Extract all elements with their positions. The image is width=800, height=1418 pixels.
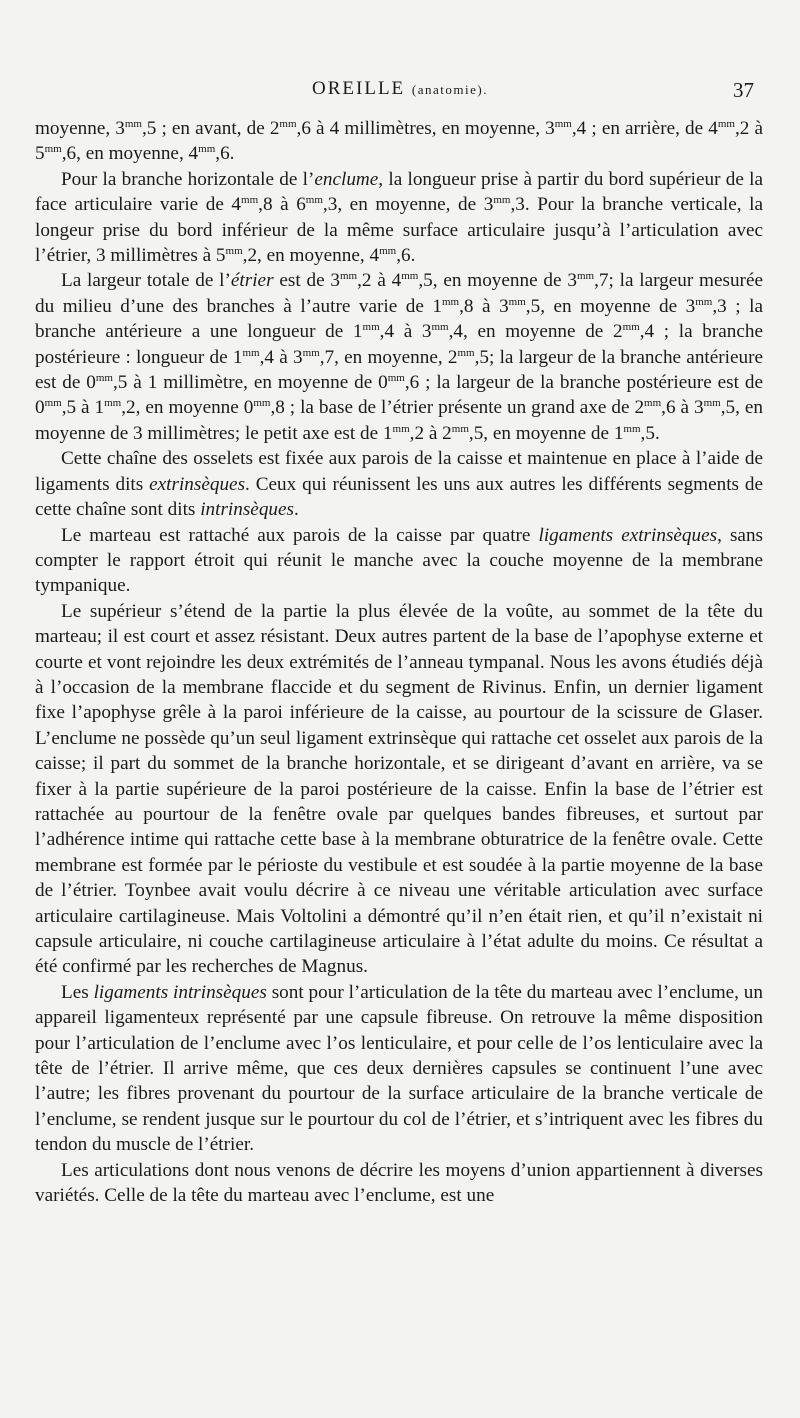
text-run: Les articulations dont nous venons de décrire les moyens d’union appartiennent à diverses variétés. Celle de la tête du marteau avec l’enclume, est une xyxy=(35,1159,763,1207)
text-run: ,5. xyxy=(640,422,660,444)
text-run: Cette chaîne des osselets est fixée aux parois de la caisse et maintenue en place à l’aide de ligaments dits xyxy=(35,448,763,495)
text-run: ,5 à 1 xyxy=(61,397,105,419)
text-run: ,4 ; en arrière, de 4 xyxy=(571,118,718,139)
unit-superscript: mm xyxy=(695,295,713,308)
text-run: ,3. Pour la branche verticale, la longeur prise du bord inférieur de la même surface articulaire jusqu’à l’articulation avec l’étrier, 3 millimètres à 5 xyxy=(35,194,763,267)
unit-superscript: mm xyxy=(431,321,449,334)
text-run: ,8 à 6 xyxy=(258,194,306,216)
body-text xyxy=(35,116,763,1208)
running-title xyxy=(0,78,800,100)
text-run: ,2 à 4 xyxy=(357,270,402,292)
unit-superscript: mm xyxy=(392,422,410,435)
unit-superscript: mm xyxy=(302,346,320,359)
text-run: ,5, en moyenne de 3 xyxy=(418,270,577,292)
text-run: ,2 à 5 xyxy=(35,118,763,165)
unit-superscript: mm xyxy=(387,372,405,385)
page-number: 37 xyxy=(733,78,754,102)
unit-superscript: mm xyxy=(305,194,323,207)
italic-term: ligaments intrinsèques xyxy=(93,981,267,1003)
unit-superscript: mm xyxy=(253,397,271,410)
text-run: Les xyxy=(61,981,94,1003)
paragraph xyxy=(35,1158,763,1209)
unit-superscript: mm xyxy=(241,194,259,207)
unit-superscript: mm xyxy=(379,245,397,258)
text-run: ,6. xyxy=(396,245,416,267)
unit-superscript: mm xyxy=(451,422,469,435)
text-run: , la longueur prise à partir du bord supérieur de la face articulaire varie de 4 xyxy=(35,168,764,216)
text-run: ,6 à 4 millimètres, en moyenne, 3 xyxy=(296,118,555,139)
unit-superscript: mm xyxy=(717,118,735,130)
paragraph xyxy=(35,599,763,980)
paragraph xyxy=(35,980,763,1158)
text-run: ,2, en moyenne 0 xyxy=(121,397,254,419)
text-run: ,6, en moyenne, 4 xyxy=(61,143,199,165)
italic-term: extrinsèques xyxy=(149,473,246,495)
text-run: sont pour l’articulation de la tête du marteau avec l’enclume, un appareil ligamenteux représenté par une capsule fibreuse. On retrouve la même disposition pour l’articulation de l’enclume avec l’os lenticulaire, et pour celle de l’os lenticulaire avec la tête de l’étrier. Il arrive même, que ces deux dernières capsules se continuent l’une avec l’autre; les fibres provenant du pourtour de la surface articulaire de la branche verticale de l’enclume, se rendent jusque sur le pourtour du col de l’étrier, et s’intriquent avec les fibres du tendon du muscle de l’étrier. xyxy=(35,981,763,1156)
unit-superscript: mm xyxy=(493,194,511,207)
text-run: ,3, en moyenne, de 3 xyxy=(322,194,494,216)
unit-superscript: mm xyxy=(44,397,62,410)
unit-superscript: mm xyxy=(576,270,595,283)
unit-superscript: mm xyxy=(242,346,260,359)
text-run: ,5 à 1 millimètre, en moyenne de 0 xyxy=(112,372,388,394)
text-run: ,6 ; la largeur de la branche postérieure est de 0 xyxy=(35,372,763,419)
unit-superscript: mm xyxy=(508,295,526,308)
text-run: ,4 ; la branche postérieure : longueur de 1 xyxy=(35,321,763,368)
text-run: ,4 à 3 xyxy=(379,321,432,343)
paragraph xyxy=(35,116,763,167)
text-run: Le marteau est rattaché aux parois de la caisse par quatre xyxy=(61,524,539,546)
running-title-subtitle: (anatomie). xyxy=(411,82,488,97)
paragraph xyxy=(35,167,763,269)
text-run: ,6. xyxy=(215,143,235,165)
italic-term: ligaments extrinsèques xyxy=(538,524,718,546)
running-header xyxy=(0,78,800,110)
text-run: ,6 à 3 xyxy=(661,397,704,419)
unit-superscript: mm xyxy=(279,118,297,130)
text-run: ,5, en moyenne de 3 xyxy=(525,295,696,317)
paragraph xyxy=(35,446,763,522)
text-run: La largeur totale de l’ xyxy=(61,270,231,292)
text-run: . xyxy=(294,499,299,521)
running-title-main: OREILLE xyxy=(312,78,406,99)
text-run: moyenne, 3 xyxy=(35,118,125,139)
unit-superscript: mm xyxy=(225,245,243,258)
unit-superscript: mm xyxy=(442,295,460,308)
unit-superscript: mm xyxy=(623,422,641,435)
text-run: ,8 ; la base de l’étrier présente un grand axe de 2 xyxy=(270,397,645,419)
italic-term: enclume xyxy=(314,168,379,190)
text-run: ,5; la largeur de la branche antérieure est de 0 xyxy=(35,346,763,394)
text-run: Pour la branche horizontale de l’ xyxy=(61,168,315,190)
text-run: ,5 ; en avant, de 2 xyxy=(141,118,280,139)
text-run: ,4, en moyenne de 2 xyxy=(448,321,623,343)
text-run: est de 3 xyxy=(273,270,340,292)
unit-superscript: mm xyxy=(622,321,640,334)
unit-superscript: mm xyxy=(198,143,216,156)
paragraph xyxy=(35,523,763,599)
text-run: ,5, en moyenne de 1 xyxy=(468,422,624,444)
text-run: Le supérieur s’étend de la partie la plus élevée de la voûte, au sommet de la tête du marteau; il est court et assez résistant. Deux autres partent de la base de l’apophyse externe et courte et vont rejoindre les deux extrémités de l’anneau tympanal. Nous les avons étudiés déjà à l’occasion de la membrane flaccide et du segment de Rivinus. Enfin, un dernier ligament fixe l’apophyse grêle à la paroi inférieure de la caisse, au pourtour de la scissure de Glaser. L’enclume ne possède qu’un seul ligament extrinsèque qui rattache cet osselet aux parois de la caisse; il part du sommet de la branche horizontale, et se dirigeant d’avant en arrière, va se fixer à la partie supérieure de la paroi postérieure de la caisse. Enfin la base de l’étrier est rattachée au pourtour de la fenêtre ovale par quelques bandes fibreuses, et surtout par l’adhérence intime qui rattache cette base à la membrane obturatrice de la fenêtre ovale. Cette membrane est formée par le périoste du vestibule et est soudée à la partie moyenne de la base de l’étrier. Toynbee avait voulu décrire à ce niveau une véritable articulation avec surface articulaire cartilagineuse. Mais Voltolini a démontré qu’il n’en était rien, et qu’il n’existait ni capsule articulaire, ni couche cartilagineuse articulaire à l’état adulte du moins. Ce résultat a été confirmé par les recherches de Magnus. xyxy=(35,600,763,978)
text-run: , sans compter le rapport étroit qui réunit le manche avec la couche moyenne de la membrane tympanique. xyxy=(35,524,764,597)
text-run: ,4 à 3 xyxy=(259,346,303,368)
unit-superscript: mm xyxy=(44,143,62,156)
unit-superscript: mm xyxy=(457,346,475,359)
text-run: ,2, en moyenne, 4 xyxy=(242,245,380,267)
text-run: ,5, en moyenne de 3 millimètres; le petit axe est de 1 xyxy=(35,397,763,444)
paragraph xyxy=(35,268,763,446)
unit-superscript: mm xyxy=(362,321,380,334)
text-run: ,2 à 2 xyxy=(409,422,452,444)
unit-superscript: mm xyxy=(124,118,142,130)
unit-superscript: mm xyxy=(95,372,113,385)
italic-term: intrinsèques xyxy=(200,499,294,521)
unit-superscript: mm xyxy=(554,118,572,130)
italic-term: étrier xyxy=(230,270,274,292)
unit-superscript: mm xyxy=(644,397,662,410)
text-run: ,3 ; la branche antérieure a une longueur de 1 xyxy=(35,295,763,343)
text-run: . Ceux qui réunissent les uns aux autres les différents segments de cette chaîne sont dits xyxy=(35,473,764,521)
unit-superscript: mm xyxy=(104,397,122,410)
text-run: ,8 à 3 xyxy=(459,295,509,317)
text-run: ,7, en moyenne, 2 xyxy=(319,346,458,368)
text-run: ,7; la largeur mesurée du milieu d’une des branches à l’autre varie de 1 xyxy=(35,270,763,317)
unit-superscript: mm xyxy=(703,397,721,410)
unit-superscript: mm xyxy=(340,270,358,283)
unit-superscript: mm xyxy=(401,270,419,283)
